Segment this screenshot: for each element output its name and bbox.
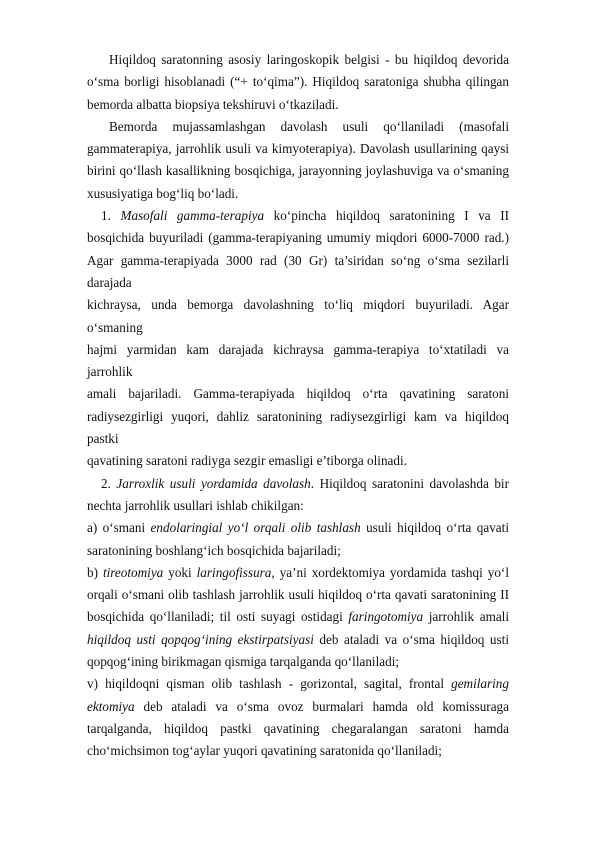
- text-run: orqali o‘smani olib tashlash jarrohlik usuli hiqildoq o‘rta qavati saratonining II: [87, 587, 509, 603]
- text-run: jarrohlik amali: [423, 609, 510, 625]
- italic-term: gemilaring: [451, 676, 509, 692]
- italic-term: hiqildoq usti qopqog‘ining ekstirpatsiyasi: [87, 631, 314, 647]
- italic-term: laringofissura: [196, 564, 272, 580]
- text-run: o‘sma borligi hisoblanadi (“+ to‘qima”). Hiqildoq saratoniga shubha qilingan: [87, 74, 509, 90]
- text-run: qavatining saratoni radiyga sezgir emasligi e’tiborga olinadi.: [87, 453, 407, 469]
- text-run: amali bajariladi. Gamma-terapiyada hiqildoq o‘rta qavatining saratoni: [87, 386, 509, 402]
- text-run: usuli hiqildoq o‘rta qavati: [360, 520, 509, 536]
- text-run: . Hiqildoq saratonini davolashda bir: [310, 475, 509, 491]
- text-run: deb ataladi va o‘sma ovoz burmalari hamda old komissuraga: [134, 698, 509, 714]
- text-run: hajmi yarmidan kam darajada kichraysa gamma-terapiya to‘xtatiladi va jarrohlik: [87, 341, 509, 380]
- paragraph-2-line-4: [87, 183, 509, 205]
- text-run: ko‘pincha hiqildoq saratonining I va II: [264, 208, 509, 224]
- paragraph-2-line-2: [87, 138, 509, 160]
- paragraph-1-line-3: [87, 94, 509, 116]
- paragraph-1-line-2: [87, 71, 509, 93]
- paragraph-2-line-1: [87, 116, 509, 138]
- paragraph-1-line-1: [87, 49, 509, 71]
- text-run: Agar gamma-terapiyada 3000 rad (30 Gr) ta’siridan so‘ng o‘sma sezilarli darajada: [87, 252, 509, 290]
- paragraph-6-line-2: [87, 584, 509, 606]
- text-run: , ya’ni xordektomiya yordamida tashqi yo‘l: [271, 564, 509, 580]
- text-run: bosqichida buyuriladi (gamma-terapiyaning umumiy miqdori 6000-7000 rad.): [87, 230, 509, 246]
- paragraph-7-line-1: [87, 673, 509, 695]
- text-run: gammaterapiya, jarrohlik usuli va kimyoterapiya). Davolash usullarining qaysi: [87, 141, 509, 157]
- text-run: kichraysa, unda bemorga davolashning to‘liq miqdori buyuriladi. Agar o‘smaning: [87, 297, 509, 335]
- text-run: b): [87, 564, 103, 580]
- text-run: Bemorda mujassamlashgan davolash usuli qo‘llaniladi (masofali: [109, 118, 509, 134]
- paragraph-3-line-5: [87, 339, 509, 384]
- text-run: deb ataladi va o‘sma hiqildoq usti: [313, 631, 509, 647]
- paragraph-6-line-5: [87, 651, 509, 673]
- paragraph-7-line-4: [87, 740, 509, 762]
- text-run: bemorda albatta biopsiya tekshiruvi o‘tkaziladi.: [87, 96, 339, 112]
- paragraph-3-line-8: [87, 450, 509, 472]
- paragraph-7-line-2: [87, 696, 509, 718]
- italic-term: endolaringial yo‘l orqali olib tashlash: [150, 520, 361, 536]
- text-run: 1.: [101, 208, 121, 224]
- paragraph-5-line-1: [87, 517, 509, 539]
- paragraph-4-line-2: [87, 495, 509, 517]
- text-run: saratonining boshlang‘ich bosqichida bajariladi;: [87, 542, 341, 558]
- italic-term: ektomiya: [87, 698, 135, 714]
- text-run: xususiyatiga bog‘liq bo‘ladi.: [87, 185, 239, 201]
- italic-term: Masofali gamma-terapiya: [120, 208, 265, 224]
- italic-term: Jarroxlik usuli yordamida davolash: [116, 475, 311, 491]
- paragraph-5-line-2: [87, 540, 509, 562]
- text-run: tarqalganda, hiqildoq pastki qavatining chegaralangan saratoni hamda: [87, 720, 509, 736]
- text-run: radiysezgirligi yuqori, dahliz saratonining radiysezgirligi kam va hiqildoq pastki: [87, 408, 509, 447]
- paragraph-3-line-1: [87, 205, 509, 227]
- text-run: qopqog‘ining birikmagan qismiga tarqalganda qo‘llaniladi;: [87, 654, 400, 670]
- paragraph-6-line-4: [87, 629, 509, 651]
- text-run: 2.: [101, 475, 117, 491]
- italic-term: tireotomiya: [102, 564, 164, 580]
- paragraph-3-line-4: [87, 294, 509, 339]
- text-run: cho‘michsimon tog‘aylar yuqori qavatining saratonida qo‘llaniladi;: [87, 743, 442, 759]
- text-run: v) hiqildoqni qisman olib tashlash - gorizontal, sagital, frontal: [87, 676, 452, 692]
- paragraph-7-line-3: [87, 718, 509, 740]
- paragraph-2-line-3: [87, 160, 509, 182]
- paragraph-6-line-3: [87, 606, 509, 628]
- paragraph-6-line-1: [87, 562, 509, 584]
- italic-term: faringotomiya: [348, 609, 424, 625]
- text-run: a) o‘smani: [87, 520, 151, 536]
- paragraph-3-line-2: [87, 227, 509, 249]
- document-body: [87, 49, 509, 763]
- paragraph-3-line-6: [87, 383, 509, 405]
- paragraph-3-line-3: [87, 250, 509, 295]
- text-run: nechta jarrohlik usullari ishlab chikilgan:: [87, 497, 304, 513]
- text-run: yoki: [163, 564, 197, 580]
- paragraph-3-line-7: [87, 406, 509, 451]
- text-run: Hiqildoq saratonning asosiy laringoskopik belgisi - bu hiqildoq devorida: [109, 52, 509, 67]
- text-run: birini qo‘llash kasallikning bosqichiga, jarayonning joylashuviga va o‘smaning: [87, 163, 509, 179]
- text-run: bosqichida qo‘llaniladi; til osti suyagi ostidagi: [87, 609, 349, 625]
- paragraph-4-line-1: [87, 473, 509, 495]
